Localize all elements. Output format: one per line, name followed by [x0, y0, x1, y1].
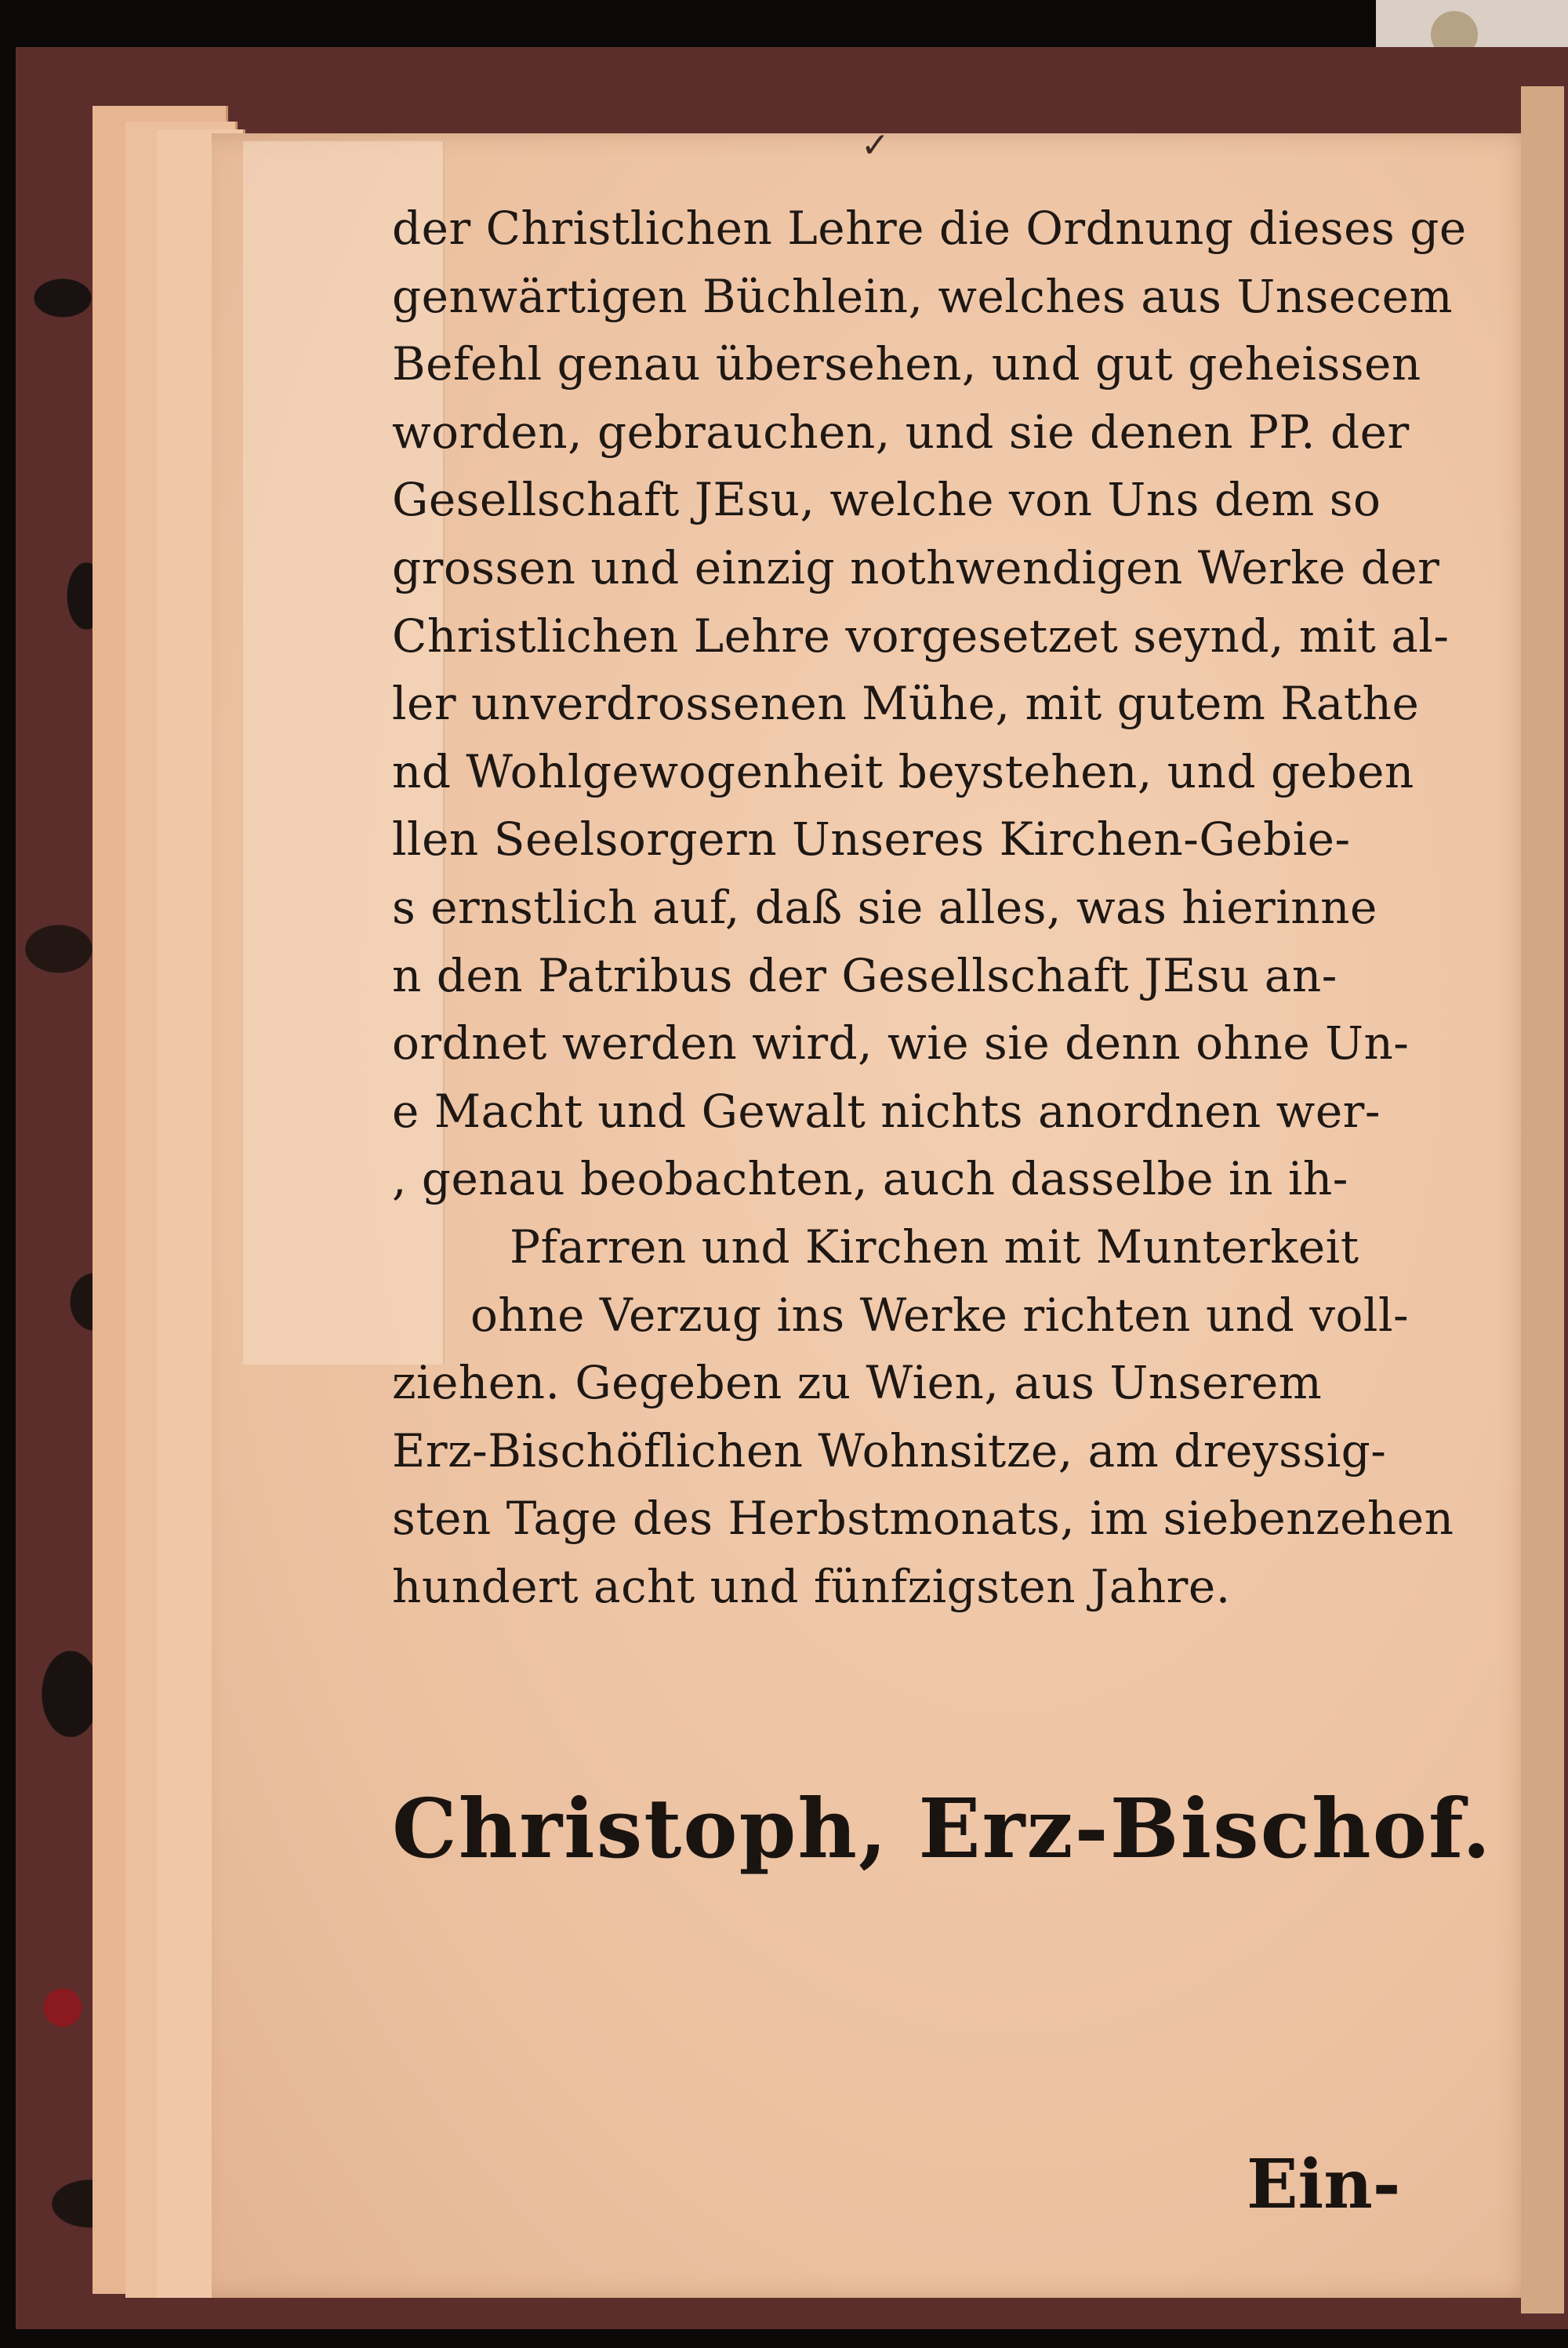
text-line: hundert acht und fünfzigsten Jahre.	[392, 1559, 1231, 1613]
text-line: , genau beobachten, auch dasselbe in ih-	[392, 1152, 1348, 1206]
check-mark: ✓	[861, 125, 890, 165]
text-line: sten Tage des Herbstmonats, im siebenzehen	[392, 1492, 1454, 1546]
text-line: ziehen. Gegeben zu Wien, aus Unserem	[392, 1356, 1323, 1410]
catchword: Ein-	[1247, 2145, 1401, 2224]
page-gutter	[1521, 86, 1564, 2313]
text-line: e Macht und Gewalt nichts anordnen wer-	[392, 1084, 1381, 1138]
text-line: Gesellschaft JEsu, welche von Uns dem so	[392, 473, 1381, 527]
text-line: genwärtigen Büchlein, welches aus Unsecem	[392, 269, 1453, 323]
text-line: Erz-Bischöflichen Wohnsitze, am dreyssig-	[392, 1423, 1387, 1477]
page-body-text	[392, 194, 1509, 1620]
text-line: nd Wohlgewogenheit beystehen, und geben	[392, 744, 1414, 798]
signature-line: Christoph, Erz-Bischof.	[392, 1780, 1493, 1877]
text-line: s ernstlich auf, daß sie alles, was hierinne	[392, 880, 1377, 934]
text-line: n den Patribus der Gesellschaft JEsu an-	[392, 948, 1338, 1002]
text-line: ordnet werden wird, wie sie denn ohne Un-	[392, 1016, 1410, 1070]
text-line: worden, gebrauchen, und sie denen PP. der	[392, 405, 1410, 459]
text-line: Christlichen Lehre vorgesetzet seynd, mit al-	[392, 609, 1450, 663]
text-line: Pfarren und Kirchen mit Munterkeit	[510, 1219, 1359, 1274]
text-line: ler unverdrossenen Mühe, mit gutem Rathe	[392, 677, 1420, 731]
text-line: Befehl genau übersehen, und gut geheissen	[392, 337, 1421, 391]
text-line: ohne Verzug ins Werke richten und voll-	[470, 1288, 1410, 1342]
text-line: der Christlichen Lehre die Ordnung dieses ge	[392, 202, 1467, 255]
text-line: grossen und einzig nothwendigen Werke der	[392, 540, 1440, 594]
text-line: llen Seelsorgern Unseres Kirchen-Gebie-	[392, 812, 1351, 867]
